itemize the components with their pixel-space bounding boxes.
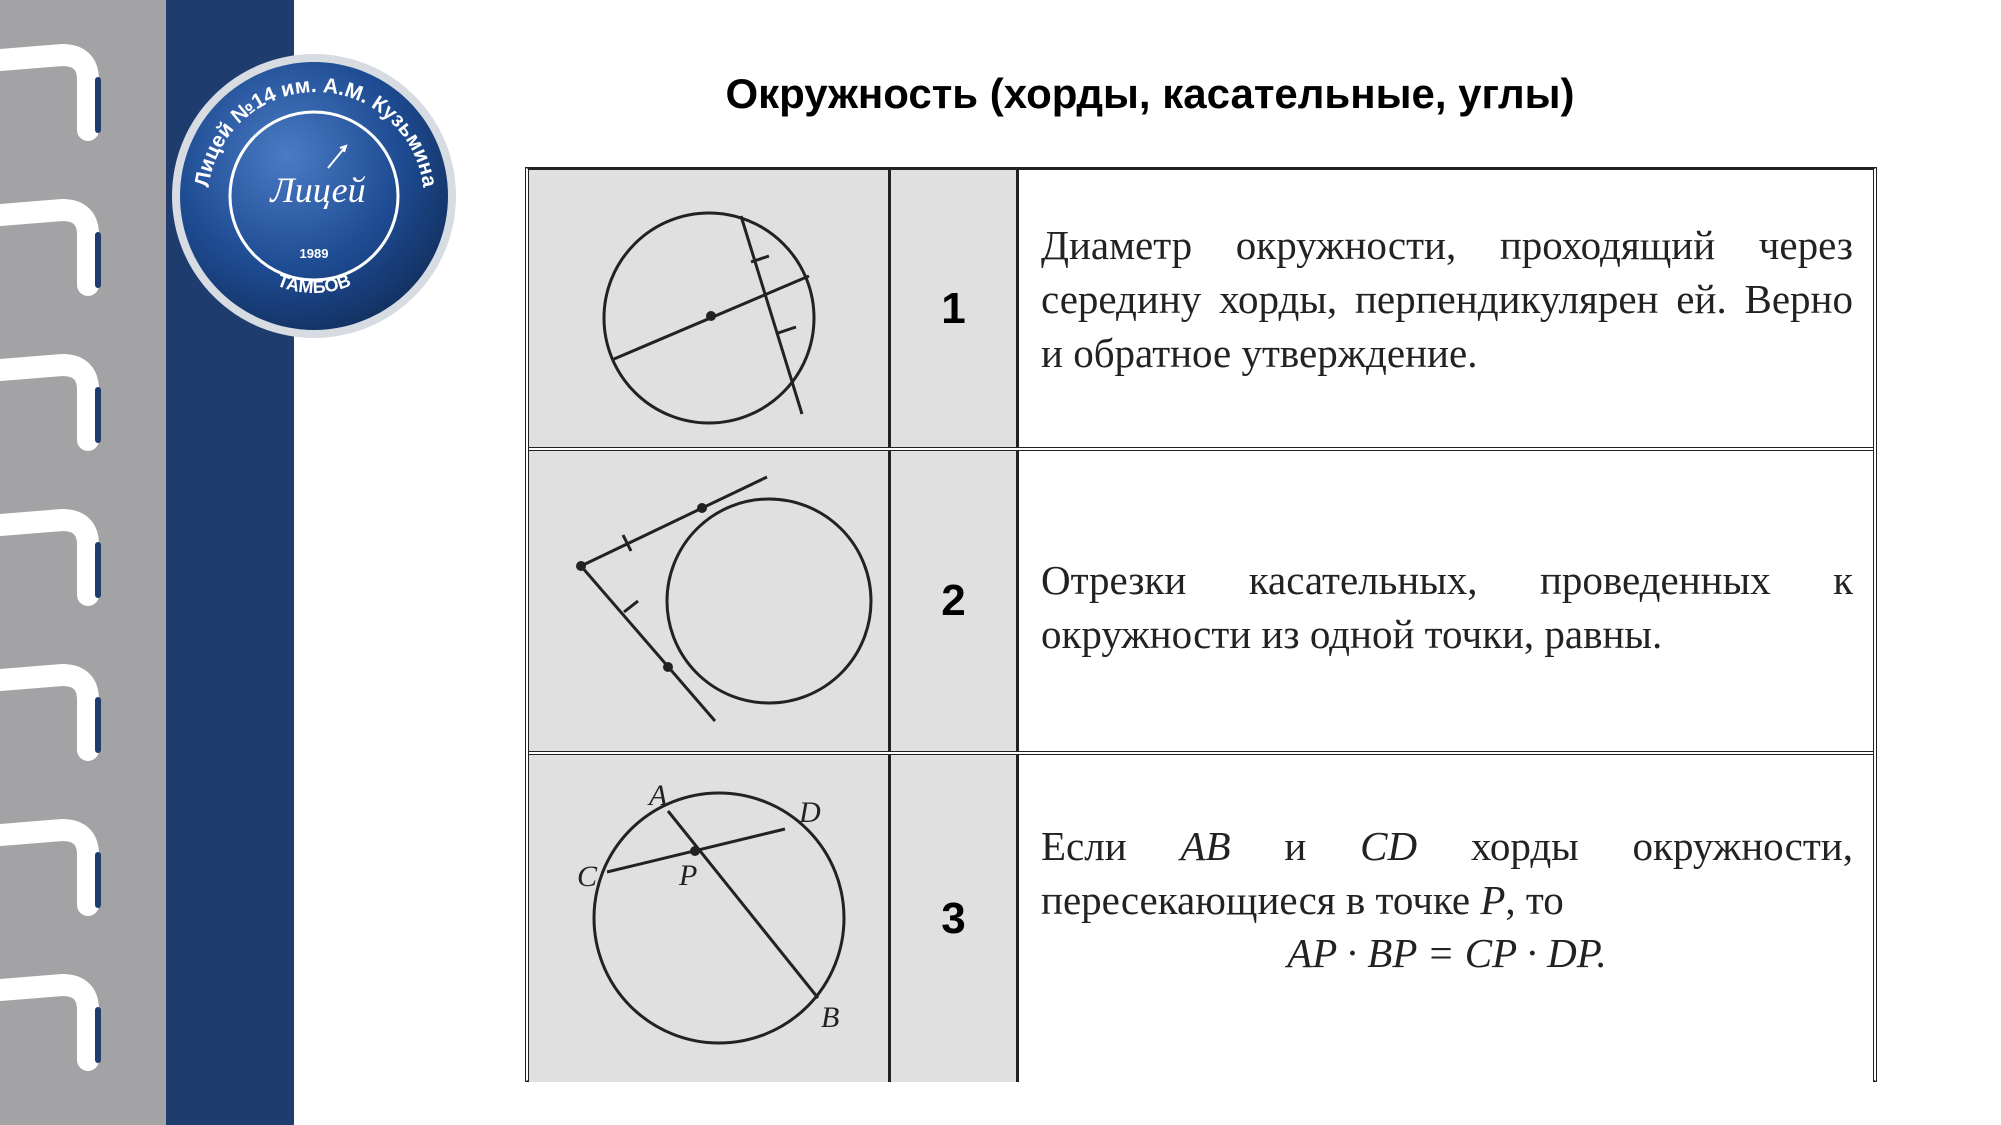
theorem-text xyxy=(1041,819,1853,927)
ring xyxy=(0,520,98,595)
ring xyxy=(0,830,98,905)
page-title: Окружность (хорды, касательные, углы) xyxy=(725,70,1575,117)
point-label-b: B xyxy=(821,1001,840,1034)
text-segment: , то xyxy=(1505,877,1564,923)
figure-cell xyxy=(529,755,891,1082)
point-label-p: P xyxy=(679,859,698,892)
point-label: P xyxy=(1480,877,1506,923)
theorem-text: Диаметр окружности, проходящий через середину хорды, перпендикулярен ей. Верно и обратное утверждение. xyxy=(1041,222,1853,376)
point-label-d: D xyxy=(799,796,821,829)
formula: AP · BP = CP · DP. xyxy=(1287,930,1607,976)
row-number: 3 xyxy=(891,755,1019,1082)
point-label-a: A xyxy=(649,779,668,812)
theorem-text: Отрезки касательных, проведенных к окружности из одной точки, равны. xyxy=(1041,557,1853,657)
chord-label: AB xyxy=(1180,823,1231,869)
point-label-c: C xyxy=(577,860,598,893)
tangent-segments-figure xyxy=(529,451,891,755)
logo-top-text: Лицей №14 им. А.М. Кузьмина xyxy=(190,74,442,189)
notebook-rings xyxy=(0,0,170,1125)
table-row xyxy=(529,170,1873,451)
logo-center-text: Лицей xyxy=(270,170,366,210)
row-number: 1 xyxy=(891,170,1019,447)
theorem-table xyxy=(525,167,1877,1082)
ring xyxy=(0,55,98,130)
diameter-chord-figure xyxy=(529,170,891,451)
figure-cell xyxy=(529,170,891,447)
ring xyxy=(0,210,98,285)
ring xyxy=(0,365,98,440)
table-row xyxy=(529,451,1873,755)
logo-bottom-text: ТАМБОВ xyxy=(274,270,354,298)
figure-cell xyxy=(529,451,891,751)
logo-year: 1989 xyxy=(299,246,329,261)
text-segment: и xyxy=(1230,823,1361,869)
ring xyxy=(0,675,98,750)
chord-label: CD xyxy=(1360,823,1418,869)
theorem-text-cell xyxy=(1019,451,1873,751)
theorem-text-cell xyxy=(1019,170,1873,447)
lyceum-logo xyxy=(168,50,460,342)
text-segment: Если xyxy=(1041,823,1181,869)
text-segment: хорды окружности, пересекающиеся в точке xyxy=(1041,823,1853,923)
row-number: 2 xyxy=(891,451,1019,751)
ring xyxy=(0,985,98,1060)
table-row xyxy=(529,755,1873,1082)
intersecting-chords-figure xyxy=(529,755,891,1082)
theorem-text-cell xyxy=(1019,755,1873,1082)
